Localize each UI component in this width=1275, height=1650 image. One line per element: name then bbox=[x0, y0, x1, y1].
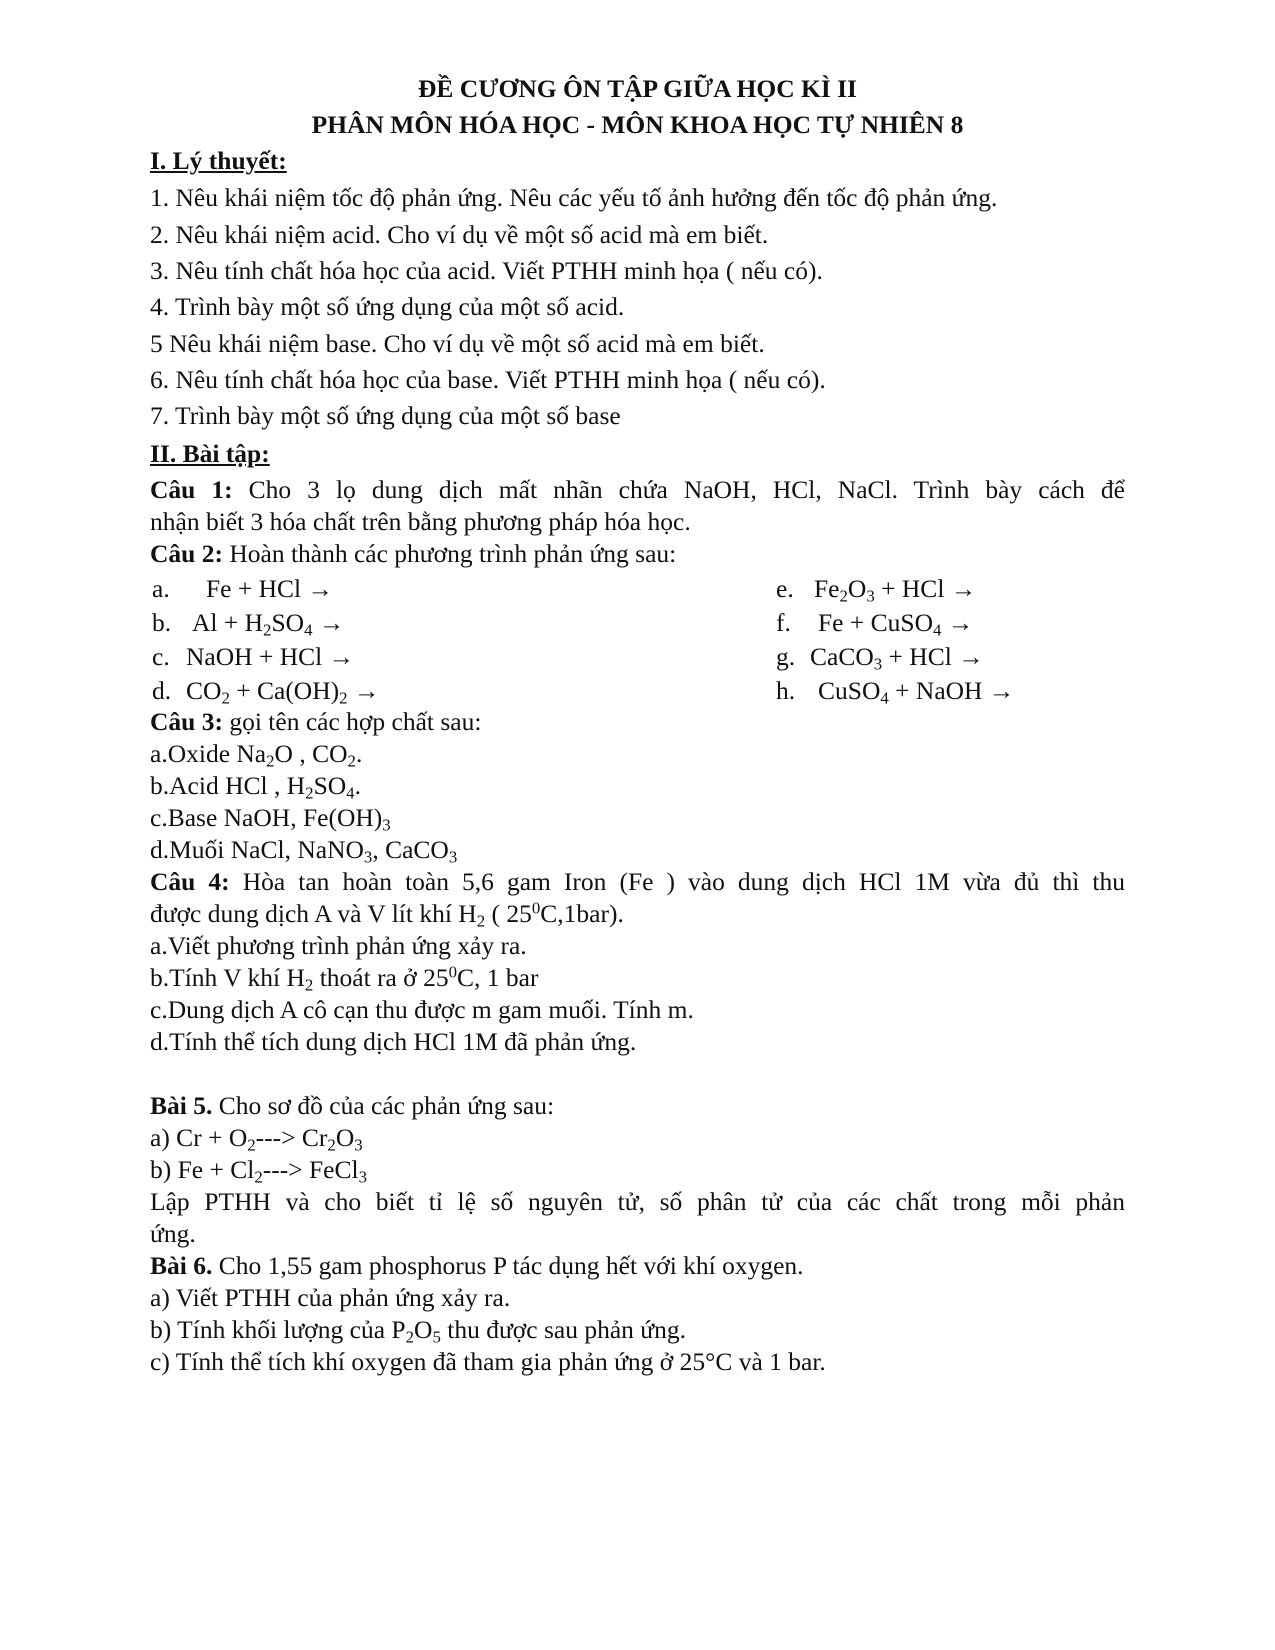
equation-g: g. CaCO$_3$ + HCl → bbox=[776, 642, 984, 674]
equation-letter: b. bbox=[152, 608, 172, 637]
equation-letter: g. bbox=[776, 642, 796, 671]
arrow-icon: → bbox=[353, 676, 380, 705]
equation-letter: f. bbox=[776, 608, 791, 637]
exercise-5-intro bbox=[150, 1090, 554, 1122]
question-2-text: Hoàn thành các phương trình phản ứng sau: bbox=[229, 539, 677, 568]
theory-item-1: 1. Nêu khái niệm tốc độ phản ứng. Nêu các yếu tố ảnh hưởng đến tốc độ phản ứng. bbox=[150, 183, 998, 212]
arrow-icon: → bbox=[947, 608, 974, 637]
question-4-line1 bbox=[150, 866, 1125, 898]
theory-item-2: 2. Nêu khái niệm acid. Cho ví dụ về một số acid mà em biết. bbox=[150, 220, 769, 249]
equation-d: d. $CO_2 + Ca(OH)_2$ → bbox=[152, 676, 380, 708]
equation-f: f. Fe + CuSO$_4$ → bbox=[776, 608, 974, 640]
equation-letter: d. bbox=[152, 676, 172, 705]
question-1-line1 bbox=[150, 474, 1125, 506]
question-4-item-d: d.Tính thể tích dung dịch HCl 1M đã phản ứng. bbox=[150, 1027, 637, 1056]
arrow-icon: → bbox=[307, 574, 334, 603]
equation-letter: e. bbox=[776, 574, 794, 603]
exercise-6-item-a: a) Viết PTHH của phản ứng xảy ra. bbox=[150, 1283, 511, 1312]
equation-h: h. CuSO$_4$ + NaOH → bbox=[776, 676, 1015, 708]
arrow-icon: → bbox=[328, 642, 355, 671]
question-4-item-c: c.Dung dịch A cô cạn thu được m gam muối. Tính m. bbox=[150, 995, 694, 1024]
exercise-6-intro bbox=[150, 1250, 804, 1282]
question-1-text: Cho 3 lọ dung dịch mất nhãn chứa NaOH, HCl, NaCl. Trình bày cách để bbox=[248, 475, 1125, 504]
question-1-line2: nhận biết 3 hóa chất trên bằng phương pháp hóa học. bbox=[150, 507, 691, 536]
exercise-6-item-b: b) Tính khối lượng của $P_2O_5$ thu được sau phản ứng. bbox=[150, 1315, 686, 1347]
exercise-6-item-c: c) Tính thể tích khí oxygen đã tham gia phản ứng ở 25°C và 1 bar. bbox=[150, 1347, 826, 1376]
exercise-6-text: Cho 1,55 gam phosphorus P tác dụng hết với khí oxygen. bbox=[218, 1251, 804, 1280]
question-4-line2: được dung dịch A và V lít khí $H_2$ ( $25^0C,1bar$). bbox=[150, 898, 624, 931]
theory-item-6: 6. Nêu tính chất hóa học của base. Viết PTHH minh họa ( nếu có). bbox=[150, 365, 826, 394]
exercise-6-label: Bài 6. bbox=[150, 1251, 213, 1280]
exercise-5-label: Bài 5. bbox=[150, 1091, 213, 1120]
question-3-item-c: c.Base NaOH, $Fe(OH)_3$ bbox=[150, 803, 391, 835]
theory-item-7: 7. Trình bày một số ứng dụng của một số base bbox=[150, 401, 621, 430]
question-3-item-a: a.Oxide $Na_2O$ , $CO_2$. bbox=[150, 739, 363, 771]
arrow-icon: → bbox=[318, 608, 345, 637]
equation-c: c. NaOH + HCl → bbox=[152, 642, 355, 671]
theory-item-5: 5 Nêu khái niệm base. Cho ví dụ về một số acid mà em biết. bbox=[150, 329, 765, 358]
question-4-item-a: a.Viết phương trình phản ứng xảy ra. bbox=[150, 931, 527, 960]
question-3-intro bbox=[150, 706, 481, 738]
theory-item-3: 3. Nêu tính chất hóa học của acid. Viết PTHH minh họa ( nếu có). bbox=[150, 256, 823, 285]
exercise-5-scheme-a: a) $Cr + O_2---> Cr_2O_3$ bbox=[150, 1123, 363, 1155]
exercise-5-conclusion-line1: Lập PTHH và cho biết tỉ lệ số nguyên tử, số phân tử của các chất trong mỗi phản bbox=[150, 1187, 1125, 1216]
question-1-label: Câu 1: bbox=[150, 475, 233, 504]
equation-letter: h. bbox=[776, 676, 796, 705]
equation-a: a. Fe + HCl → bbox=[152, 574, 334, 603]
section-heading-exercises: II. Bài tập: bbox=[150, 439, 270, 468]
exercise-5-text: Cho sơ đồ của các phản ứng sau: bbox=[218, 1091, 555, 1120]
arrow-icon: → bbox=[950, 574, 977, 603]
question-3-item-d: d.Muối NaCl, NaNO$_3$, CaCO$_3$ bbox=[150, 835, 458, 867]
question-2-label: Câu 2: bbox=[150, 539, 223, 568]
arrow-icon: → bbox=[988, 676, 1015, 705]
equation-letter: c. bbox=[152, 642, 170, 671]
question-2-intro bbox=[150, 538, 676, 570]
exercise-5-scheme-b: b) $Fe + Cl_2--->$ FeCl$_3$ bbox=[150, 1155, 368, 1187]
equation-b: b. $Al + H_2SO_4$ → bbox=[152, 608, 345, 640]
question-3-item-b: b.Acid HCl , $H_2SO_4$. bbox=[150, 771, 361, 803]
document-title-line1: ĐỀ CƯƠNG ÔN TẬP GIỮA HỌC KÌ II bbox=[418, 74, 857, 103]
section-heading-theory: I. Lý thuyết: bbox=[150, 146, 287, 175]
question-4-item-b: b.Tính V khí $H_2$ thoát ra ở $25^0C$, 1 bar bbox=[150, 962, 539, 995]
equation-e: e. $Fe_2O_3$ + HCl → bbox=[776, 574, 977, 606]
exercise-5-conclusion-line2: ứng. bbox=[150, 1219, 196, 1248]
arrow-icon: → bbox=[958, 642, 984, 671]
equation-letter: a. bbox=[152, 574, 170, 603]
question-3-text: gọi tên các hợp chất sau: bbox=[229, 707, 482, 736]
question-3-label: Câu 3: bbox=[150, 707, 223, 736]
question-4-label: Câu 4: bbox=[150, 867, 230, 896]
document-title-line2: PHÂN MÔN HÓA HỌC - MÔN KHOA HỌC TỰ NHIÊN 8 bbox=[311, 110, 964, 139]
question-4-text: Hòa tan hoàn toàn 5,6 gam Iron (Fe ) vào dung dịch HCl 1M vừa đủ thì thu bbox=[242, 867, 1126, 896]
theory-item-4: 4. Trình bày một số ứng dụng của một số acid. bbox=[150, 292, 625, 321]
